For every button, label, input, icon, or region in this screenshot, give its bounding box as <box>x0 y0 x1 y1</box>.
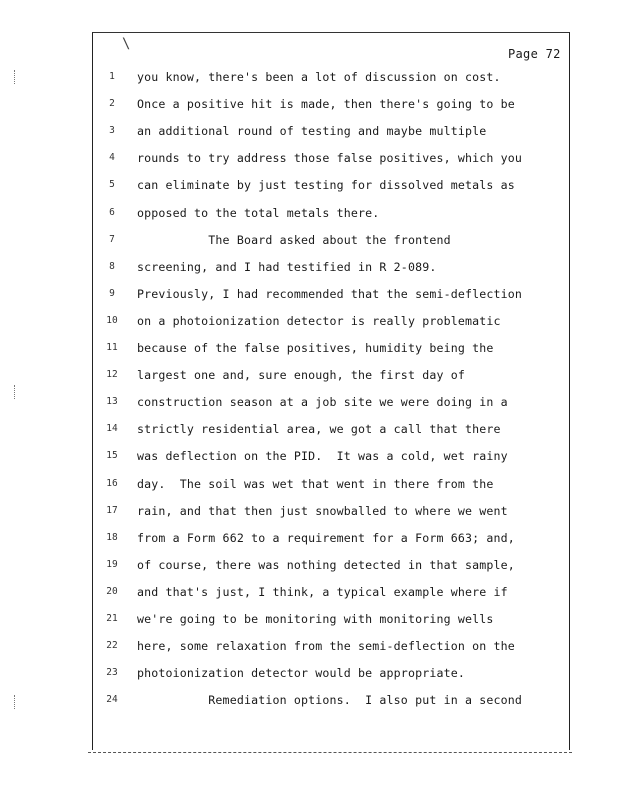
transcript-line: here, some relaxation from the semi-deflection on the <box>137 639 515 654</box>
line-number: 17 <box>106 504 118 516</box>
line-number: 12 <box>106 369 118 381</box>
line-number: 22 <box>106 640 118 652</box>
margin-tick-bottom <box>14 695 17 709</box>
line-number: 21 <box>106 613 118 624</box>
transcript-line: from a Form 662 to a requirement for a Form 663; and, <box>137 530 515 545</box>
line-number: 8 <box>109 260 115 272</box>
line-number: 9 <box>109 287 115 299</box>
transcript-line: largest one and, sure enough, the first day of <box>137 368 465 383</box>
transcript-line: was deflection on the PID. It was a cold, wet rainy <box>137 449 508 464</box>
page-number: Page 72 <box>508 47 561 61</box>
transcript-line: rain, and that then just snowballed to where we went <box>137 503 508 518</box>
transcript-line: an additional round of testing and maybe multiple <box>137 124 487 139</box>
line-number: 19 <box>106 558 118 570</box>
transcript-line: opposed to the total metals there. <box>137 205 380 220</box>
transcript-line: on a photoionization detector is really problematic <box>137 313 501 328</box>
line-number: 13 <box>106 396 118 408</box>
line-number: 23 <box>106 667 118 679</box>
transcript-line: can eliminate by just testing for dissolved metals as <box>137 178 515 193</box>
transcript-line: photoionization detector would be appropriate. <box>137 666 465 681</box>
line-number: 7 <box>109 233 115 245</box>
transcript-line: Remediation options. I also put in a second <box>137 693 523 708</box>
line-number: 15 <box>106 450 118 462</box>
corner-mark: \ <box>122 36 131 52</box>
line-number: 18 <box>106 531 118 543</box>
line-number: 6 <box>109 206 115 218</box>
line-number: 14 <box>106 423 118 435</box>
transcript-line: we're going to be monitoring with monitoring wells <box>137 612 494 626</box>
transcript-line: Once a positive hit is made, then there's going to be <box>137 97 515 112</box>
line-number: 5 <box>109 179 115 191</box>
line-number: 16 <box>106 477 118 489</box>
transcript-line: day. The soil was wet that went in there from the <box>137 476 494 491</box>
transcript-line: because of the false positives, humidity being the <box>137 341 494 355</box>
margin-tick-top <box>14 70 17 84</box>
line-number: 3 <box>109 125 115 137</box>
margin-tick-middle <box>14 385 17 399</box>
transcript-line: screening, and I had testified in R 2-089. <box>137 259 437 274</box>
transcript-line: you know, there's been a lot of discussion on cost. <box>137 70 501 84</box>
transcript-line: strictly residential area, we got a call that there <box>137 422 501 437</box>
line-number: 2 <box>109 98 115 110</box>
transcript-line: Previously, I had recommended that the semi-deflection <box>137 286 523 301</box>
transcript-line: of course, there was nothing detected in that sample, <box>137 557 515 572</box>
bottom-rule <box>88 752 572 753</box>
line-number: 4 <box>109 152 115 164</box>
line-number: 10 <box>106 314 118 326</box>
line-number: 20 <box>106 585 118 597</box>
line-number: 1 <box>109 71 115 82</box>
line-number: 11 <box>106 342 118 353</box>
transcript-line: construction season at a job site we were doing in a <box>137 395 508 410</box>
transcript-line: The Board asked about the frontend <box>137 232 451 247</box>
transcript-line: rounds to try address those false positives, which you <box>137 151 523 166</box>
transcript-line: and that's just, I think, a typical example where if <box>137 584 508 599</box>
line-number: 24 <box>106 694 118 706</box>
